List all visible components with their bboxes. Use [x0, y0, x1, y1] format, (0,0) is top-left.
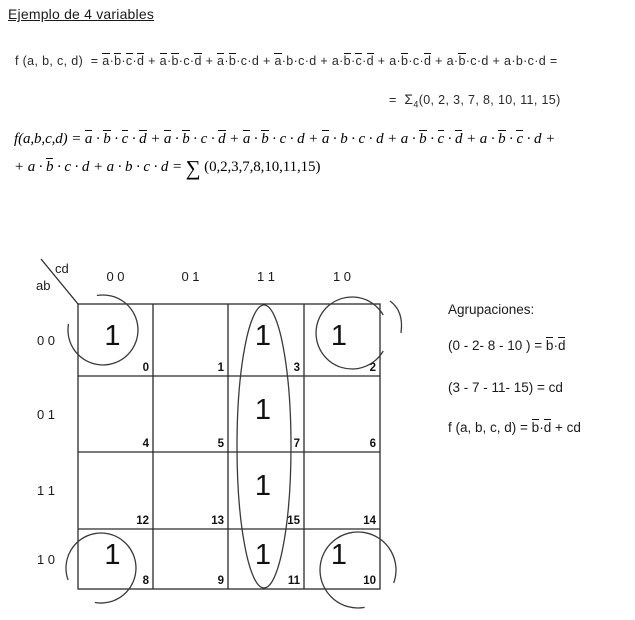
formula-terms: a·b·c·d + a·b·c·d + a·b·c·d + a·b·c·d + a·b·c·d + a·b·c·d + a·b·c·d + a·b·c·d: [102, 54, 547, 68]
sigma-symbol: ∑: [185, 156, 201, 180]
kmap-cell-value: [153, 304, 222, 368]
negated-variable: d: [218, 131, 226, 147]
kmap-cell: [78, 529, 153, 589]
minterm-list: (0,2,3,7,8,10,11,15): [204, 159, 321, 175]
equals-sign: =: [71, 131, 82, 147]
minterm-list: (0, 2, 3, 7, 8, 10, 11, 15): [418, 93, 561, 107]
negated-variable: b: [531, 420, 540, 435]
variable: a: [389, 54, 397, 68]
plus-sign: +: [14, 159, 25, 175]
negated-variable: a: [217, 54, 225, 68]
kmap-cell-index: 15: [287, 515, 300, 527]
negated-variable: b: [458, 54, 466, 68]
kmap-cell-value: 1: [104, 319, 121, 352]
kmap-cell-index: 11: [287, 575, 300, 587]
negated-variable: c: [125, 54, 133, 68]
variable: d: [81, 159, 90, 175]
kmap-cell-index: 1: [217, 362, 224, 374]
variable: c: [279, 131, 287, 147]
plus-sign: +: [545, 131, 556, 147]
variable: c: [183, 54, 190, 68]
grouping-line: [448, 419, 581, 435]
negated-variable: a: [242, 131, 251, 147]
kmap-cell: [78, 304, 153, 376]
kmap-col-header: 0 0: [106, 269, 125, 284]
formula-terms: a · b · c · d + a · b · c · d + a · b · c · d + a · b · c · d + a · b · c · d + a · b · c · d: [84, 131, 542, 147]
negated-variable: a: [163, 131, 172, 147]
variable: a: [479, 131, 488, 147]
kmap-cell-index: 4: [142, 438, 149, 450]
kmap-cell-index: 5: [217, 438, 224, 450]
kmap-cell-value: [78, 376, 147, 444]
variable: a: [331, 54, 340, 68]
grouping-suffix: + cd: [551, 420, 581, 435]
variable: d: [376, 131, 384, 147]
negated-variable: a: [321, 131, 330, 147]
kmap-cell-value: [304, 376, 374, 444]
variable: d: [297, 131, 305, 147]
grouping-cells: (3 - 7 - 11- 15) =: [448, 380, 549, 395]
formula-lhs: f(a,b,c,d): [14, 131, 68, 147]
variable: b: [515, 54, 524, 68]
variable: a: [27, 159, 36, 175]
kmap-cell: [153, 304, 228, 376]
negated-variable: d: [455, 131, 463, 147]
grouping-term: b·d: [545, 338, 566, 353]
variable: d: [534, 131, 542, 147]
negated-variable: b: [261, 131, 269, 147]
variable: a: [400, 131, 409, 147]
kmap-cell-index: 8: [142, 575, 149, 587]
kmap-cell-index: 0: [142, 362, 149, 374]
kmap-cell-value: 1: [254, 319, 272, 352]
variable: a: [446, 54, 454, 68]
boolean-formula-sans: [15, 52, 558, 71]
kmap-cell-value: 1: [254, 470, 272, 502]
groupings-heading: Agrupaciones:: [448, 302, 535, 317]
kmap-col-headers: [78, 269, 380, 284]
kmap-cell-index: 2: [369, 362, 376, 374]
variable: c: [298, 54, 305, 68]
kmap-cell: [228, 304, 304, 376]
negated-variable: b: [401, 54, 409, 68]
kmap-cell: [228, 529, 304, 589]
kmap-cell-value: 1: [330, 319, 348, 352]
variable: a: [106, 159, 115, 175]
group-arc-cell-2-tail: [390, 301, 402, 333]
negated-variable: d: [194, 54, 202, 68]
grouping-line: [448, 380, 563, 395]
kmap-cell: [304, 529, 380, 589]
kmap-cell-index: 6: [369, 438, 376, 450]
variable: b: [125, 159, 133, 175]
negated-variable: c: [121, 131, 129, 147]
negated-variable: a: [102, 54, 110, 68]
negated-variable: d: [557, 338, 566, 353]
kmap-cell-index: 14: [363, 515, 376, 527]
variable: c: [412, 54, 420, 68]
kmap-cell: [228, 376, 304, 452]
kmap-cell-value: [304, 452, 374, 521]
negated-variable: b: [343, 54, 351, 68]
variable: c: [143, 159, 150, 175]
kmap-cell: [153, 376, 228, 452]
variable: b: [340, 131, 348, 147]
kmap-colvar-label: cd: [55, 261, 69, 276]
variable: cd: [548, 380, 563, 395]
kmap-cell-value: 1: [330, 538, 348, 571]
negated-variable: b: [498, 131, 506, 147]
kmap-row-header: 1 1: [36, 483, 56, 498]
negated-variable: c: [355, 54, 363, 68]
kmap-cell-value: [153, 376, 222, 444]
variable: c: [470, 54, 477, 68]
kmap-col-header: 0 1: [181, 269, 200, 284]
boolean-formula-serif-line1: [14, 128, 555, 150]
negated-variable: d: [543, 420, 552, 435]
kmap-row-header: 0 0: [36, 332, 56, 348]
variable: c: [358, 131, 366, 147]
kmap-cell-index: 3: [293, 362, 300, 374]
variable: c: [64, 159, 71, 175]
boolean-formula-serif-line2: [14, 156, 320, 178]
kmap-row-header: 0 1: [36, 406, 56, 422]
sigma-subscript: 4: [413, 99, 419, 110]
negated-variable: d: [366, 54, 374, 68]
negated-variable: a: [159, 54, 167, 68]
negated-variable: b: [103, 131, 111, 147]
sigma-symbol: Σ: [404, 91, 414, 107]
equals-sign: =: [171, 159, 182, 175]
formula-terms: a · b · c · d + a · b · c · d: [27, 159, 169, 175]
variable: a: [504, 54, 512, 68]
negated-variable: b: [114, 54, 122, 68]
variable: c: [200, 131, 208, 147]
sum-notation-line: [389, 90, 561, 115]
equals-sign: =: [389, 93, 397, 107]
negated-variable: b: [419, 131, 427, 147]
kmap-grid: [78, 304, 380, 589]
grouping-term: b·d: [531, 420, 552, 435]
negated-variable: c: [437, 131, 445, 147]
variable: d: [309, 54, 317, 68]
negated-variable: b: [545, 338, 554, 353]
negated-variable: d: [137, 54, 145, 68]
negated-variable: a: [84, 131, 93, 147]
variable: c: [240, 54, 248, 68]
variable: b: [286, 54, 294, 68]
negated-variable: b: [182, 131, 190, 147]
kmap-cell: [228, 452, 304, 529]
negated-variable: b: [46, 159, 54, 175]
page-title: Ejemplo de 4 variables: [8, 6, 155, 22]
negated-variable: b: [228, 54, 237, 68]
kmap-cell: [153, 452, 228, 529]
grouping-line: [448, 337, 565, 353]
kmap-cell-index: 10: [363, 575, 376, 587]
variable: d: [538, 54, 547, 68]
kmap-cell-index: 12: [136, 515, 149, 527]
kmap-rowvar-label: ab: [36, 278, 51, 293]
kmap-cell-value: [78, 452, 147, 521]
negated-variable: d: [139, 131, 147, 147]
kmap-cell-index: 7: [293, 438, 300, 450]
kmap-cell-value: [153, 529, 222, 581]
kmap-cell: [304, 376, 380, 452]
variable: c: [527, 54, 535, 68]
kmap-col-header: 1 1: [256, 269, 276, 284]
kmap-row-headers: [30, 304, 62, 589]
grouping-cells: (0 - 2- 8 - 10 ) =: [448, 338, 546, 353]
negated-variable: c: [516, 131, 524, 147]
variable: d: [160, 159, 169, 175]
formula-lhs: f (a, b, c, d): [15, 54, 84, 68]
kmap-cell-value: [153, 452, 222, 521]
kmap-cell: [153, 529, 228, 589]
grouping-function: f (a, b, c, d) =: [448, 420, 532, 435]
kmap-cell: [78, 376, 153, 452]
kmap-cell-value: 1: [254, 393, 272, 426]
negated-variable: b: [171, 54, 179, 68]
grouping-term: [549, 380, 563, 395]
negated-variable: d: [424, 54, 432, 68]
kmap-row-header: 1 0: [36, 551, 56, 567]
kmap-cell-value: 1: [104, 538, 121, 571]
kmap-cell: [78, 452, 153, 529]
equals-sign: =: [549, 54, 558, 68]
equals-sign: =: [90, 54, 99, 68]
kmap-cell: [304, 452, 380, 529]
variable: d: [481, 54, 489, 68]
kmap-cell-value: 1: [254, 538, 272, 571]
kmap-col-header: 1 0: [332, 269, 352, 284]
kmap-cell-index: 9: [217, 575, 224, 587]
variable: d: [251, 54, 260, 68]
kmap-cell-index: 13: [211, 515, 224, 527]
kmap-cell: [304, 304, 380, 376]
negated-variable: a: [274, 54, 282, 68]
